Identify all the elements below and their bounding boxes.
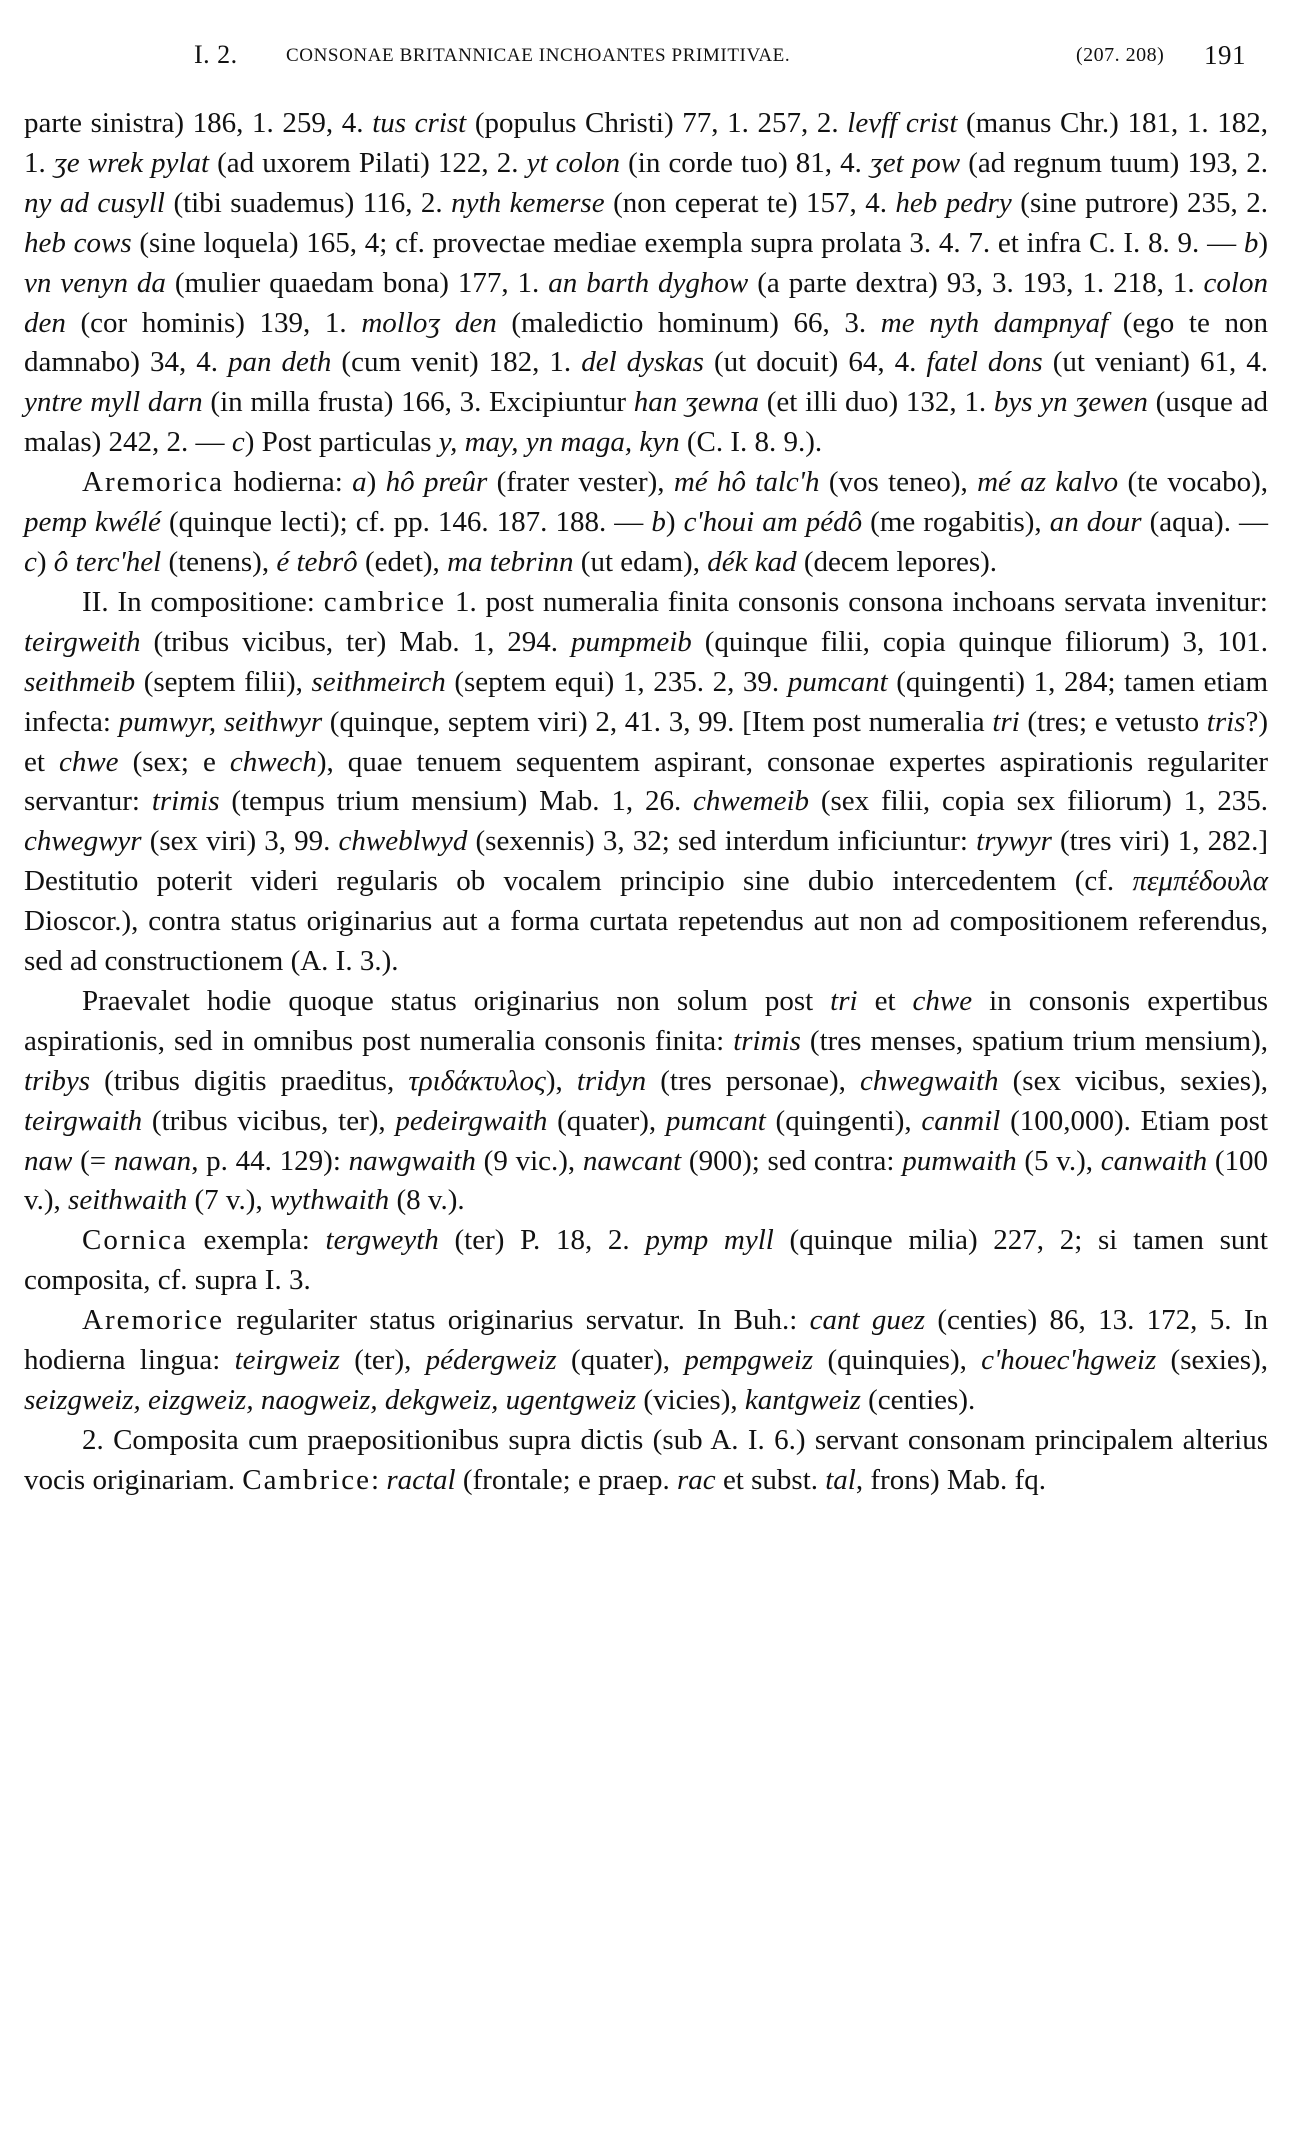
paragraph-aremorice: Aremorice regulariter status originarius servatur. In Buh.: cant guez (centies) 86, 13. 172, 5. In hodierna lingua: teirgweiz (ter), pédergweiz (quater), pempgweiz (quinquies), c'houec'hgweiz (sexies), seizgweiz, eizgweiz, naogweiz, dekgweiz, ugentgweiz (vicies), kantgweiz (centies). <box>24 1304 1268 1416</box>
paragraph-refs: (207. 208) <box>1076 44 1165 66</box>
paragraph-cornica-exempla: Cornica exempla: tergweyth (ter) P. 18, 2. pymp myll (quinque milia) 227, 2; si tamen sunt composita, cf. supra I. 3. <box>24 1224 1268 1297</box>
paragraph-composita-praepositionibus: 2. Composita cum praepositionibus supra dictis (sub A. I. 6.) servant consonam principalem alterius vocis originariam. Cambrice: ractal (frontale; e praep. rac et subst. tal, frons) Mab. fq. <box>24 1423 1268 1496</box>
paragraph-praevalet: Praevalet hodie quoque status originarius non solum post tri et chwe in consonis expertibus aspirationis, sed in omnibus post numeralia consonis finita: trimis (tres menses, spatium trium mensium), tribys (tribus digitis praeditus, τριδάκτυλος), tridyn (tres personae), chwegwaith (sex vicibus, sexies), teirgwaith (tribus vicibus, ter), pedeirgwaith (quater), pumcant (quingenti), canmil (100,000). Etiam post naw (= nawan, p. 44. 129): nawgwaith (9 vic.), nawcant (900); sed contra: pumwaith (5 v.), canwaith (100 v.), seithwaith (7 v.), wythwaith (8 v.). <box>24 984 1269 1217</box>
running-header <box>24 36 1268 76</box>
section-number: I. 2. <box>194 40 238 69</box>
paragraph-aremorica-hodierna: Aremorica hodierna: a) hô preûr (frater vester), mé hô talc'h (vos teneo), mé az kalvo (te vocabo), pemp kwélé (quinque lecti); cf. pp. 146. 187. 188. — b) c'houi am pédô (me rogabitis), an dour (aqua). — c) ô terc'hel (tenens), é tebrô (edet), ma tebrinn (ut edam), dék kad (decem lepores). <box>24 466 1269 578</box>
paragraph-compositione: II. In compositione: cambrice 1. post numeralia finita consonis consona inchoans servata invenitur: teirgweith (tribus vicibus, ter) Mab. 1, 294. pumpmeib (quinque filii, copia quinque filiorum) 3, 101. seithmeib (septem filii), seithmeirch (septem equi) 1, 235. 2, 39. pumcant (quingenti) 1, 284; tamen etiam infecta: pumwyr, seithwyr (quinque, septem viri) 2, 41. 3, 99. [Item post numeralia tri (tres; e vetusto tris?) et chwe (sex; e chwech), quae tenuem sequentem aspirant, consonae expertes aspirationis regulariter servantur: trimis (tempus trium mensium) Mab. 1, 26. chwemeib (sex filii, copia sex filiorum) 1, 235. chwegwyr (sex viri) 3, 99. chweblwyd (sexennis) 3, 32; sed interdum inficiuntur: trywyr (tres viri) 1, 282.] Destitutio poterit videri regularis ob vocalem principio sine dubio intercedentem (cf. πεμπέδουλα Dioscor.), contra status originarius aut a forma curtata repetendus aut non ad compositionem referendus, sed ad constructionem (A. I. 3.). <box>24 585 1269 978</box>
running-title: CONSONAE BRITANNICAE INCHOANTES PRIMITIVAE. <box>286 45 791 66</box>
page-number: 191 <box>1204 40 1246 70</box>
paragraph-cornish-examples: parte sinistra) 186, 1. 259, 4. tus crist (populus Christi) 77, 1. 257, 2. levff crist (manus Chr.) 181, 1. 182, 1. ʒe wrek pylat (ad uxorem Pilati) 122, 2. yt colon (in corde tuo) 81, 4. ʒet pow (ad regnum tuum) 193, 2. ny ad cusyll (tibi suademus) 116, 2. nyth kemerse (non ceperat te) 157, 4. heb pedry (sine putrore) 235, 2. heb cows (sine loquela) 165, 4; cf. provectae mediae exempla supra prolata 3. 4. 7. et infra C. I. 8. 9. — b) vn venyn da (mulier quaedam bona) 177, 1. an barth dyghow (a parte dextra) 93, 3. 193, 1. 218, 1. colon den (cor hominis) 139, 1. molloʒ den (maledictio hominum) 66, 3. me nyth dampnyaf (ego te non damnabo) 34, 4. pan deth (cum venit) 182, 1. del dyskas (ut docuit) 64, 4. fatel dons (ut veniant) 61, 4. yntre myll darn (in milla frusta) 166, 3. Excipiuntur han ʒewna (et illi duo) 132, 1. bys yn ʒewen (usque ad malas) 242, 2. — c) Post particulas y, may, yn maga, kyn (C. I. 8. 9.). <box>24 107 1269 459</box>
page-body <box>24 104 1268 1501</box>
